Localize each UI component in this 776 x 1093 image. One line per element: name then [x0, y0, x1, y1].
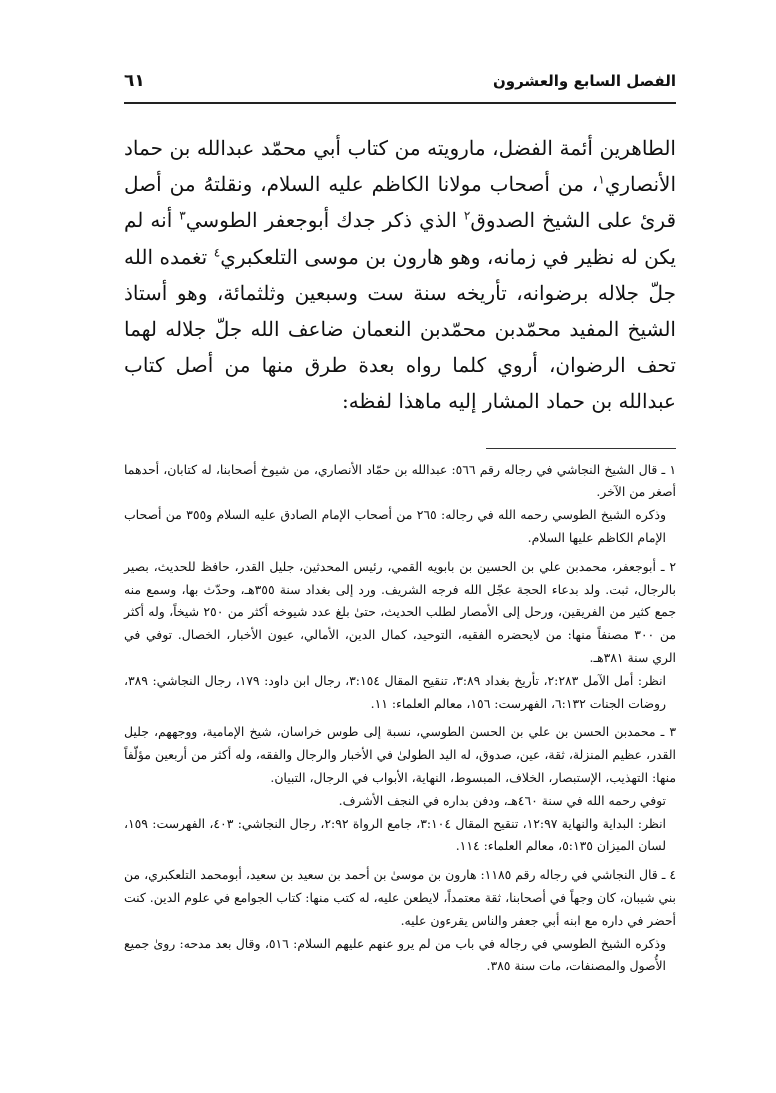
main-paragraph	[124, 130, 676, 420]
footnote-text: توفي رحمه الله في سنة ٤٦٠هـ، ودفن بداره في النجف الأشرف.	[338, 792, 666, 808]
footnotes-section	[124, 459, 676, 979]
footnote-2	[124, 556, 676, 716]
body-text-part: ، من أصحاب مولانا الكاظم عليه السلام، ونقلتهُ من أصل قرئ على الشيخ الصدوق	[124, 172, 676, 233]
footnote-text: وذكره الشيخ الطوسي رحمه الله في رجاله: ٢٦٥ من أصحاب الإمام الصادق عليه السلام و٣٥٥ من أصحاب الإمام الكاظم عليها السلام.	[124, 507, 666, 546]
page-number: ٦١	[124, 71, 145, 91]
body-text-part: الطاهرين أئمة الفضل، مارويته من كتاب أبي محمّد عبدالله بن حماد الأنصاري	[124, 136, 676, 197]
footnote-sources: انظر: أمل الآمل ٢:٢٨٣، تأريخ بغداد ٣:٨٩، تنقيح المقال ٣:١٥٤، رجال ابن داود: ١٧٩، رجال النجاشي: ٣٨٩، روضات الجنات ٦:١٣٢، الفهرست: ١٥٦، معالم العلماء: ١١.	[124, 672, 666, 711]
book-page	[124, 64, 676, 984]
body-text-part: أنه لم يكن له نظير في زمانه، وهو هارون بن موسى التلعكبري	[124, 208, 676, 269]
footnote-ref-1: ١	[598, 172, 605, 187]
footnote-text: ٣ ـ محمدبن الحسن بن علي بن الحسن الطوسي، نسبة إلى طوس خراسان، شيخ الإمامية، ووجههم، جليل القدر، عظيم المنزلة، ثقة، عين، صدوق، له اليد الطولىٰ في الأخبار والرجال والفقه، وله أكثر من أربعين مؤلّفاً منها: التهذيب، الإستبصار، الخلاف، المبسوط، النهاية، الأبواب في الرجال، التبيان.	[124, 724, 676, 785]
footnote-separator	[486, 448, 676, 449]
footnote-ref-4: ٤	[213, 244, 221, 259]
footnote-text: ٢ ـ أبوجعفر، محمدبن علي بن الحسين بن بابويه القمي، رئيس المحدثين، جليل القدر، حافظ للحديث، بصير بالرجال، ثبت. ولد بدعاء الحجة عجّل الله فرجه الشريف. ورد إلى بغداد سنة ٣٥٥هـ، وحدّث بها، وسمع منه جمع كثير من الفريقين، ورحل إلى الأمصار لطلب الحديث، حتىٰ بلغ عدد شيوخه أكثر من ٢٥٠ شيخاً، وله أكثر من ٣٠٠ مصنفاً منها: من لايحضره الفقيه، التوحيد، كمال الدين، الأمالي، عيون الأخبار، الخصال. توفي في الري سنة ٣٨١هـ.	[124, 558, 677, 665]
page-header	[124, 64, 676, 104]
footnote-4	[124, 864, 676, 978]
footnote-ref-2: ٢	[463, 208, 471, 223]
chapter-title: الفصل السابع والعشرون	[492, 72, 676, 90]
footnote-sources: انظر: البداية والنهاية ١٢:٩٧، تنقيح المقال ٣:١٠٤، جامع الرواة ٢:٩٢، رجال النجاشي: ٤٠٣، الفهرست: ١٥٩، لسان الميزان ٥:١٣٥، معالم العلماء: ١١٤.	[124, 815, 666, 854]
body-text-part: تغمده الله جلّ جلاله برضوانه، تأريخه سنة ست وسبعين وثلثمائة، وهو أستاذ الشيخ المفيد محمّدبن محمّدبن النعمان ضاعف الله جلّ جلاله لهما تحف الرضوان، أروي كلما رواه بعدة طرق منها من أصل كتاب عبدالله بن حماد المشار إليه ماهذا لفظه:	[124, 244, 676, 414]
footnote-text: ٤ ـ قال النجاشي في رجاله رقم ١١٨٥: هارون بن موسىٰ بن أحمد بن سعيد بن سعيد، أبومحمد التلعكبري، من بني شيبان، كان وجهاً في أصحابنا، ثقة معتمداً، لايطعن عليه، له كتب منها: كتاب الجوامع في علوم الدين. كنت أحضر في داره مع ابنه أبي جعفر والناس يقرءون عليه.	[124, 867, 676, 928]
footnote-text: ١ ـ قال الشيخ النجاشي في رجاله رقم ٥٦٦: عبدالله بن حمّاد الأنصاري، من شيوخ أصحابنا، له كتابان، أحدهما أصغر من الآخر.	[124, 461, 677, 500]
footnote-text: وذكره الشيخ الطوسي في رجاله في باب من لم يرو عنهم عليهم السلام: ٥١٦، وقال بعد مدحه: روىٰ جميع الأُصول والمصنفات، مات سنة ٣٨٥.	[124, 935, 667, 974]
footnote-1	[124, 459, 676, 550]
footnote-ref-3: ٣	[179, 208, 186, 223]
footnote-3	[124, 721, 676, 858]
body-text-part: الذي ذكر جدك أبوجعفر الطوسي	[185, 208, 464, 233]
